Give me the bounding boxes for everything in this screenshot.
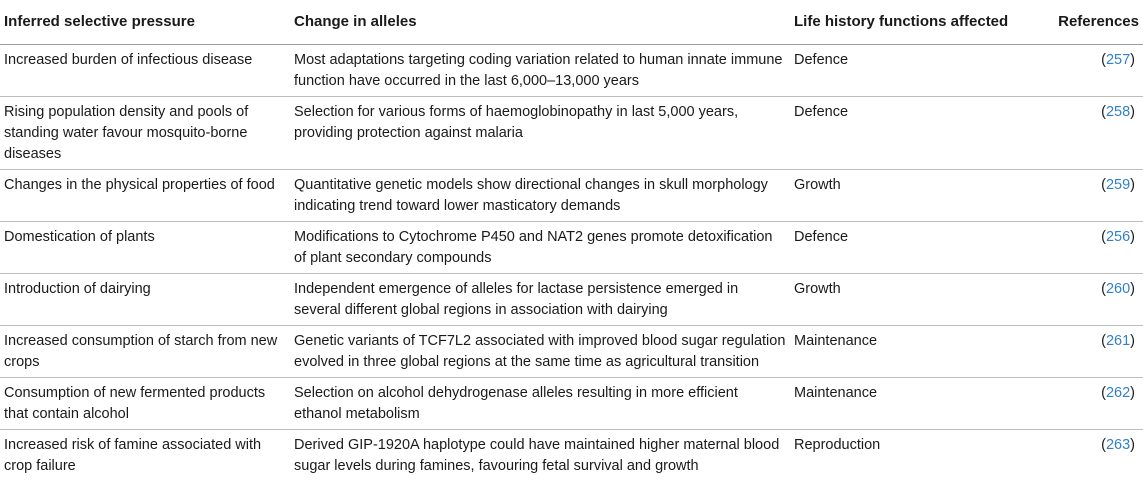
cell-reference: (256)	[1041, 222, 1143, 274]
cell-alleles: Genetic variants of TCF7L2 associated with improved blood sugar regulation evolved in three global regions at the same time as agricultural transition	[290, 326, 790, 378]
reference-link[interactable]: 262	[1106, 385, 1130, 401]
table-body	[0, 45, 1143, 481]
reference-link[interactable]: 263	[1106, 437, 1130, 453]
table-row	[0, 274, 1143, 326]
reference-link[interactable]: 261	[1106, 333, 1130, 349]
header-pressure: Inferred selective pressure	[0, 0, 290, 45]
cell-alleles: Most adaptations targeting coding variation related to human innate immune function have occurred in the last 6,000–13,000 years	[290, 45, 790, 97]
cell-function: Maintenance	[790, 326, 1041, 378]
reference-link[interactable]: 259	[1106, 177, 1130, 193]
cell-function: Growth	[790, 170, 1041, 222]
reference-link[interactable]: 260	[1106, 281, 1130, 297]
reference-link[interactable]: 258	[1106, 104, 1130, 120]
cell-alleles: Derived GIP-1920A haplotype could have maintained higher maternal blood sugar levels during famines, favouring fetal survival and growth	[290, 430, 790, 481]
cell-reference: (262)	[1041, 378, 1143, 430]
cell-function: Defence	[790, 222, 1041, 274]
cell-pressure: Consumption of new fermented products that contain alcohol	[0, 378, 290, 430]
cell-reference: (258)	[1041, 97, 1143, 170]
cell-pressure: Domestication of plants	[0, 222, 290, 274]
cell-alleles: Quantitative genetic models show directional changes in skull morphology indicating trend toward lower masticatory demands	[290, 170, 790, 222]
table-row	[0, 45, 1143, 97]
cell-alleles: Selection on alcohol dehydrogenase alleles resulting in more efficient ethanol metabolism	[290, 378, 790, 430]
cell-pressure: Introduction of dairying	[0, 274, 290, 326]
cell-reference: (260)	[1041, 274, 1143, 326]
table-row	[0, 222, 1143, 274]
header-alleles: Change in alleles	[290, 0, 790, 45]
cell-function: Maintenance	[790, 378, 1041, 430]
table-row	[0, 170, 1143, 222]
table-row	[0, 97, 1143, 170]
table-row	[0, 378, 1143, 430]
cell-reference: (257)	[1041, 45, 1143, 97]
cell-alleles: Independent emergence of alleles for lactase persistence emerged in several different global regions in association with dairying	[290, 274, 790, 326]
cell-reference: (259)	[1041, 170, 1143, 222]
cell-alleles: Selection for various forms of haemoglobinopathy in last 5,000 years, providing protection against malaria	[290, 97, 790, 170]
cell-reference: (261)	[1041, 326, 1143, 378]
cell-pressure: Rising population density and pools of standing water favour mosquito-borne diseases	[0, 97, 290, 170]
header-references: References	[1041, 0, 1143, 45]
cell-function: Defence	[790, 45, 1041, 97]
cell-function: Growth	[790, 274, 1041, 326]
reference-link[interactable]: 256	[1106, 229, 1130, 245]
reference-link[interactable]: 257	[1106, 52, 1130, 68]
cell-reference: (263)	[1041, 430, 1143, 481]
cell-pressure: Changes in the physical properties of food	[0, 170, 290, 222]
cell-alleles: Modifications to Cytochrome P450 and NAT2 genes promote detoxification of plant secondary compounds	[290, 222, 790, 274]
table-row	[0, 326, 1143, 378]
cell-function: Reproduction	[790, 430, 1041, 481]
header-functions: Life history functions affected	[790, 0, 1041, 45]
header-row	[0, 0, 1143, 45]
cell-function: Defence	[790, 97, 1041, 170]
table-row	[0, 430, 1143, 481]
cell-pressure: Increased burden of infectious disease	[0, 45, 290, 97]
cell-pressure: Increased consumption of starch from new crops	[0, 326, 290, 378]
cell-pressure: Increased risk of famine associated with crop failure	[0, 430, 290, 481]
